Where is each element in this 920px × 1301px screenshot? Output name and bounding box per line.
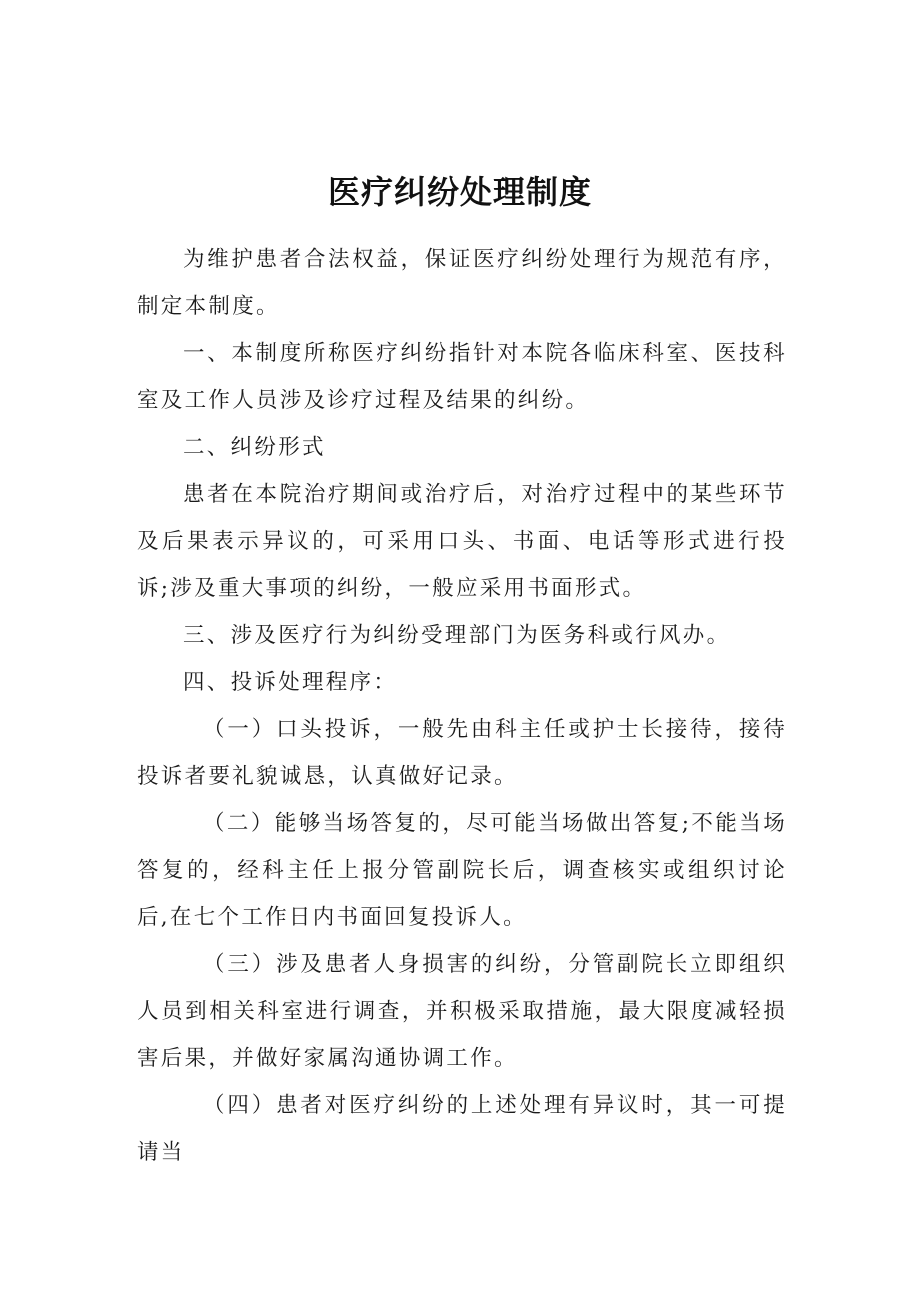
- paragraph-section-3: 三、涉及医疗行为纠纷受理部门为医务科或行风办。: [183, 623, 731, 648]
- paragraph-item-1: （一）口头投诉，一般先由科主任或护士长接待，接待投诉者要礼貌诚恳，认真做好记录。: [137, 717, 787, 789]
- paragraph-section-2-body: 患者在本院治疗期间或治疗后，对治疗过程中的某些环节及后果表示异议的，可采用口头、书面、电话等形式进行投诉;涉及重大事项的纠纷，一般应采用书面形式。: [137, 482, 787, 601]
- document-title: 医疗纠纷处理制度: [327, 173, 592, 211]
- paragraph-intro: 为维护患者合法权益，保证医疗纠纷处理行为规范有序，制定本制度。: [137, 247, 787, 319]
- paragraph-section-1: 一、本制度所称医疗纠纷指针对本院各临床科室、医技科室及工作人员涉及诊疗过程及结果的纠纷。: [137, 341, 787, 413]
- paragraph-item-2: （二）能够当场答复的，尽可能当场做出答复;不能当场答复的，经科主任上报分管副院长后，调查核实或组织讨论后,在七个工作日内书面回复投诉人。: [137, 811, 787, 930]
- paragraph-item-3: （三）涉及患者人身损害的纠纷，分管副院长立即组织人员到相关科室进行调查，并积极采取措施，最大限度减轻损害后果，并做好家属沟通协调工作。: [137, 952, 787, 1071]
- paragraph-section-4-heading: 四、投诉处理程序：: [183, 670, 398, 695]
- paragraph-item-4: （四）患者对医疗纠纷的上述处理有异议时，其一可提请当: [137, 1093, 787, 1165]
- document-body: [137, 236, 787, 1176]
- paragraph-section-2-heading: 二、纠纷形式: [183, 435, 326, 460]
